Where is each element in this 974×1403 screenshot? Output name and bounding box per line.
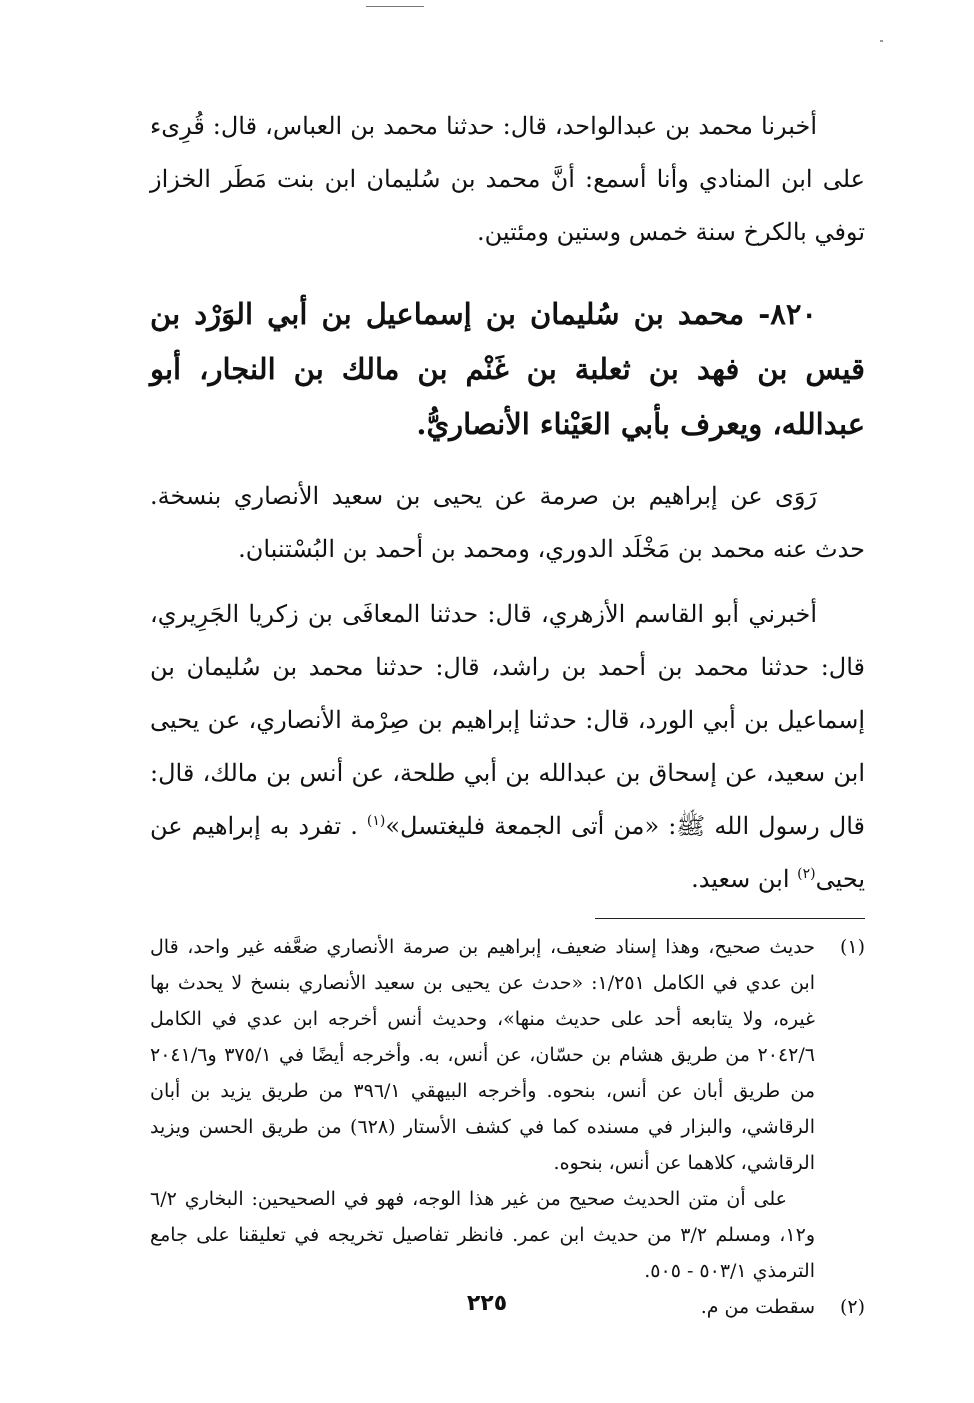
footnote-separator xyxy=(595,918,865,919)
paragraph-3-text-b: . تفرد به إبراهيم عن يحيى xyxy=(150,812,865,893)
footnote-2-text: سقطت من م. xyxy=(700,1296,815,1318)
entry-heading: محمد بن سُليمان بن إسماعيل بن أبي الوَرْد بن قيس بن فهد بن ثعلبة بن غَنْم بن مالك بن النجار، أبو عبدالله، ويعرف بأبي العَيْناء الأنصاريُّ. xyxy=(150,297,865,441)
paragraph-3-text-c: ابن سعيد. xyxy=(691,865,798,893)
page-number: ٢٢٥ xyxy=(466,1291,508,1316)
footnote-1 xyxy=(150,929,865,1181)
scan-mark xyxy=(880,40,883,42)
biography-entry xyxy=(150,287,865,452)
footnote-ref-2: (٢) xyxy=(797,866,816,882)
paragraph-3-text-a: أخبرني أبو القاسم الأزهري، قال: حدثنا المعافَى بن زكريا الجَرِيري، قال: حدثنا محمد بن أحمد بن راشد، قال: حدثنا محمد بن سُليمان بن إسماعيل بن أبي الورد، قال: حدثنا إبراهيم بن صِرْمة الأنصاري، عن يحيى ابن سعيد، عن إسحاق بن عبدالله بن أبي طلحة، عن أنس بن مالك، قال: قال رسول الله ﷺ: «من أتى الجمعة فليغتسل» xyxy=(150,600,865,840)
footnote-2-number: (٢) xyxy=(839,1296,865,1318)
footnote-1-number: (١) xyxy=(839,936,865,958)
top-rule xyxy=(366,6,424,7)
entry-number: ٨٢٠- xyxy=(758,297,817,331)
paragraph-2: رَوَى عن إبراهيم بن صرمة عن يحيى بن سعيد الأنصاري بنسخة. حدث عنه محمد بن مَخْلَد الدوري، ومحمد بن أحمد بن البُسْتنبان. xyxy=(150,482,865,563)
paragraph-3 xyxy=(150,588,865,906)
page-body xyxy=(150,100,865,1325)
paragraph-1: أخبرنا محمد بن عبدالواحد، قال: حدثنا محمد بن العباس، قال: قُرِىء على ابن المنادي وأنا أسمع: أنَّ محمد بن سُليمان ابن بنت مَطَر الخزاز توفي بالكرخ سنة خمس وستين ومئتين. xyxy=(150,112,865,246)
footnote-1-continuation: على أن متن الحديث صحيح من غير هذا الوجه، فهو في الصحيحين: البخاري ٦/٢ و١٢، ومسلم ٣/٢ من حديث ابن عمر. فانظر تفاصيل تخريجه في تعليقنا على جامع الترمذي ٥٠٣/١ - ٥٠٥. xyxy=(150,1188,815,1282)
footnote-1-text: حديث صحيح، وهذا إسناد ضعيف، إبراهيم بن صرمة الأنصاري ضعَّفه غير واحد، قال ابن عدي في الكامل ١/٢٥١: «حدث عن يحيى بن سعيد الأنصاري بنسخ لا يحدث بها غيره، ولا يتابعه أحد على حديث منها»، وحديث أنس أخرجه ابن عدي في الكامل ٢٠٤٢/٦ من طريق هشام بن حسّان، عن أنس، به. وأخرجه أيضًا في ٣٧٥/١ و٢٠٤١/٦ من طريق أبان عن أنس، بنحوه. وأخرجه البيهقي ٣٩٦/١ من طريق يزيد بن أبان الرقاشي، والبزار في مسنده كما في كشف الأستار (٦٢٨) من طريق الحسن ويزيد الرقاشي، كلاهما عن أنس، بنحوه. xyxy=(150,936,816,1174)
footnote-ref-1: (١) xyxy=(366,813,386,829)
